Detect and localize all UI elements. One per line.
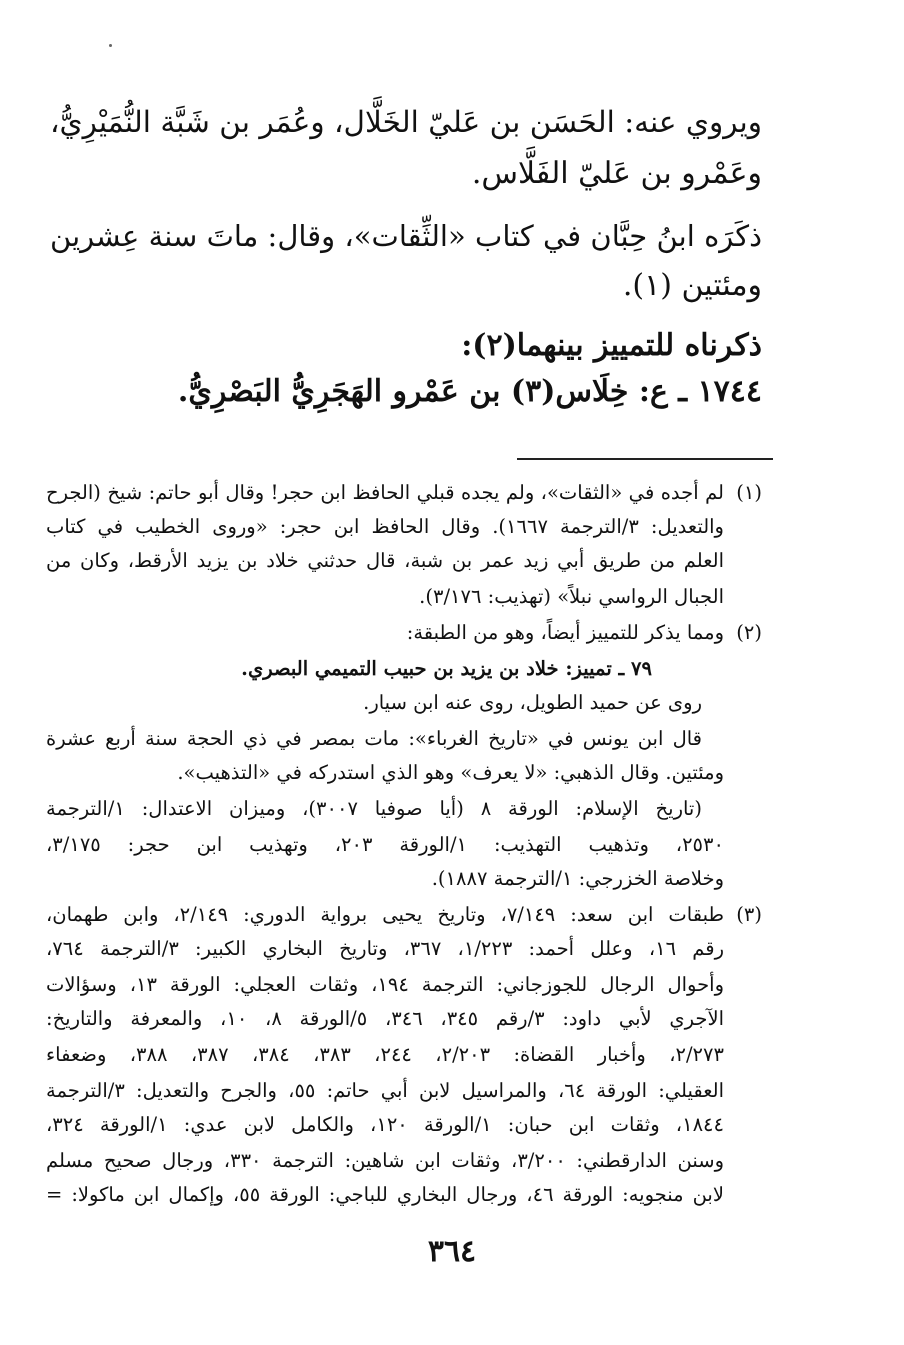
footnote-line: الآجري لأبي داود: ٣/رقم ٣٤٥، ٣٤٦، ٥/الورقة ٨، ١٠، والمعرفة والتاريخ: bbox=[46, 1007, 724, 1030]
footnote-line: العلم من طريق أبي زيد عمر بن شبة، قال حدثني خلاد بن يزيد الأرقط، وكان من bbox=[46, 549, 724, 572]
footnote-line: قال ابن يونس في «تاريخ الغرباء»: مات بمصر في ذي الحجة سنة أربع عشرة bbox=[46, 727, 702, 750]
footnote-line: وسنن الدارقطني: ٣/٢٠٠، وثقات ابن شاهين: الترجمة ٣٣٠، ورجال صحيح مسلم bbox=[46, 1149, 725, 1172]
ink-speck bbox=[109, 44, 112, 47]
footnote-line: ومما يذكر للتمييز أيضاً، وهو من الطبقة: bbox=[406, 621, 724, 644]
footnote-line: طبقات ابن سعد: ٧/١٤٩، وتاريخ يحيى برواية الدوري: ٢/١٤٩، وابن طهمان، bbox=[46, 903, 724, 926]
footnote-number: (٢) bbox=[736, 621, 762, 644]
footnote-line: لم أجده في «الثقات»، ولم يجده قبلي الحافظ ابن حجر! وقال أبو حاتم: شيخ (الجرح bbox=[46, 481, 724, 504]
footnote-line: ١٨٤٤، وثقات ابن حبان: ١/الورقة ١٢٠، والكامل لابن عدي: ١/الورقة ٣٢٤، bbox=[46, 1113, 724, 1136]
main-line: ومئتين (١). bbox=[622, 268, 762, 303]
footnote-line: لابن منجويه: الورقة ٤٦، ورجال البخاري للباجي: الورقة ٥٥، وإكمال ابن ماكولا: = bbox=[46, 1183, 724, 1206]
footnote-line: وأحوال الرجال للجوزجاني: الترجمة ١٩٤، وثقات العجلي: الورقة ١٣، وسؤالات bbox=[46, 973, 725, 996]
footnote-line: روى عن حميد الطويل، روى عنه ابن سيار. bbox=[363, 691, 702, 714]
footnote-separator bbox=[517, 458, 773, 460]
main-line: وعَمْرو بن عَليّ الفَلَّاس. bbox=[471, 156, 762, 191]
footnote-line: رقم ١٦، وعلل أحمد: ١/٢٢٣، ٣٦٧، وتاريخ البخاري الكبير: ٣/الترجمة ٧٦٤، bbox=[46, 937, 725, 960]
footnote-line: ٢/٢٧٣، وأخبار القضاة: ٢/٢٠٣، ٢٤٤، ٣٨٣، ٣٨٤، ٣٨٧، ٣٨٨، وضعفاء bbox=[46, 1043, 724, 1066]
footnote-line: ومئتين. وقال الذهبي: «لا يعرف» وهو الذي استدركه في «التذهيب». bbox=[177, 761, 724, 784]
footnote-line: (تاريخ الإسلام: الورقة ٨ (أيا صوفيا ٣٠٠٧)، وميزان الاعتدال: ١/الترجمة bbox=[46, 797, 702, 820]
footnote-line: العقيلي: الورقة ٦٤، والمراسيل لابن أبي حاتم: ٥٥، والجرح والتعديل: ٣/الترجمة bbox=[46, 1079, 724, 1102]
footnote-number: (١) bbox=[736, 481, 762, 504]
footnote-line: والتعديل: ٣/الترجمة ١٦٦٧). وقال الحافظ ابن حجر: «وروى الخطيب في كتاب bbox=[46, 515, 724, 538]
main-line: ويروي عنه: الحَسَن بن عَليّ الخَلَّال، وعُمَر بن شَبَّة النُّمَيْرِيُّ، bbox=[50, 105, 762, 139]
footnote-line: ٧٩ ـ تمييز: خلاد بن يزيد بن حبيب التميمي البصري. bbox=[241, 657, 652, 680]
page-number: ٣٦٤ bbox=[427, 1234, 477, 1269]
main-line: ذكَرَه ابنُ حِبَّان في كتاب «الثِّقات»، وقال: ماتَ سنة عِشرين bbox=[50, 219, 762, 253]
footnote-line: الجبال الرواسي نبلاً» (تهذيب: ٣/١٧٦). bbox=[419, 585, 724, 608]
entry-heading: ١٧٤٤ ـ ع: خِلَاس(٣) بن عَمْرو الهَجَرِيُّ البَصْرِيُّ. bbox=[177, 374, 762, 409]
footnote-line: ٢٥٣٠، وتذهيب التهذيب: ١/الورقة ٢٠٣، وتهذيب ابن حجر: ٣/١٧٥، bbox=[46, 833, 724, 856]
distinction-heading: ذكرناه للتمييز بينهما(٢): bbox=[461, 328, 762, 363]
footnote-line: وخلاصة الخزرجي: ١/الترجمة ١٨٨٧). bbox=[431, 867, 724, 890]
footnote-number: (٣) bbox=[736, 903, 762, 926]
